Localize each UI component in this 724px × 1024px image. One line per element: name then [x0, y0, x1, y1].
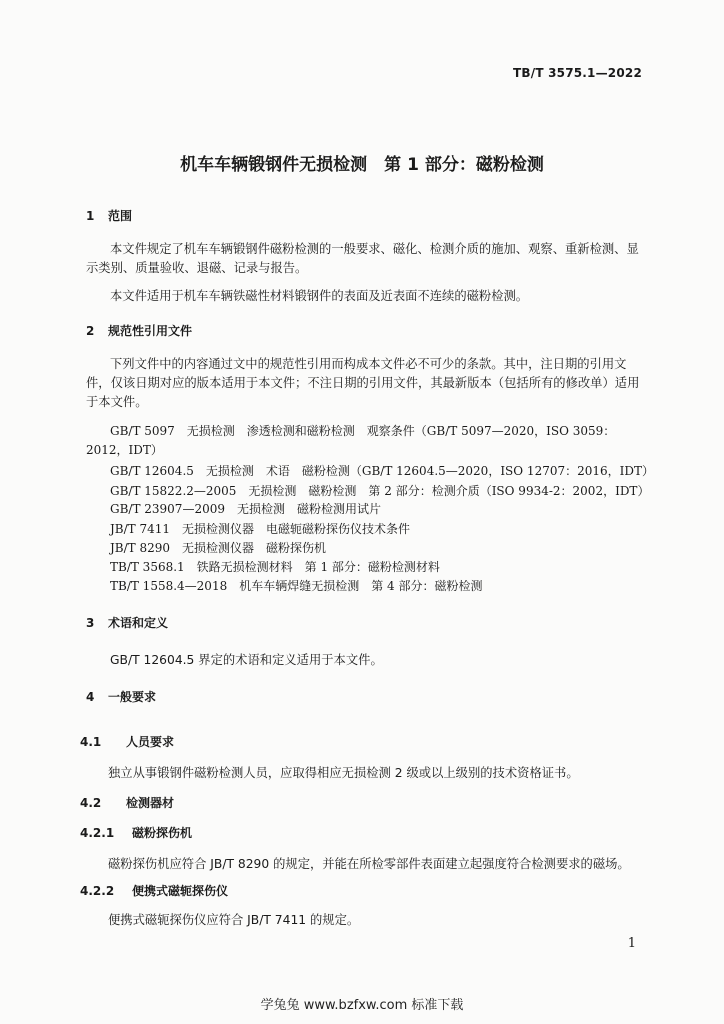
section-2-intro: 下列文件中的内容通过文中的规范性引用而构成本文件必不可少的条款。其中，注日期的引用文件，仅该日期对应的版本适用于本文件；不注日期的引用文件，其最新版本（包括所有的修改单）适用于本文件。 — [86, 357, 640, 409]
section-4-2-1-paragraph: 磁粉探伤机应符合 JB/T 8290 的规定，并能在所检零部件表面建立起强度符合检测要求的磁场。 — [108, 857, 630, 871]
section-4-2-2-heading — [80, 882, 228, 899]
section-number: 4.2 — [80, 796, 102, 810]
section-4-2-heading — [80, 794, 174, 811]
footer-watermark-text: 学兔兔 www.bzfxw.com 标准下载 — [260, 998, 464, 1013]
section-1-heading — [86, 207, 132, 224]
section-title: 磁粉探伤机 — [132, 826, 193, 840]
section-number: 4.1 — [80, 735, 102, 749]
section-2-heading — [86, 322, 192, 339]
section-4-1-heading — [80, 733, 174, 750]
section-number: 4 — [86, 690, 95, 704]
section-number: 4.2.1 — [80, 826, 115, 840]
reference-item: TB/T 1558.4—2018 机车车辆焊缝无损检测 第 4 部分：磁粉检测 — [110, 579, 483, 593]
section-title: 术语和定义 — [108, 616, 169, 630]
section-3-heading — [86, 614, 168, 631]
section-4-2-2-paragraph: 便携式磁轭探伤仪应符合 JB/T 7411 的规定。 — [108, 913, 360, 927]
standard-code: TB/T 3575.1—2022 — [513, 66, 642, 80]
section-title: 便携式磁轭探伤仪 — [132, 884, 229, 898]
section-title: 一般要求 — [108, 690, 157, 704]
section-1-paragraph-1: 本文件规定了机车车辆锻钢件磁粉检测的一般要求、磁化、检测介质的施加、观察、重新检测、显示类别、质量验收、退磁、记录与报告。 — [86, 242, 639, 275]
section-number: 3 — [86, 616, 95, 630]
reference-item: GB/T 5097 无损检测 渗透检测和磁粉检测 观察条件（GB/T 5097—2020，ISO 3059：2012，IDT） — [86, 424, 616, 457]
section-number: 1 — [86, 209, 95, 223]
reference-item: TB/T 3568.1 铁路无损检测材料 第 1 部分：磁粉检测材料 — [110, 560, 440, 574]
section-4-2-1-heading — [80, 824, 192, 841]
section-1-paragraph-2: 本文件适用于机车车辆铁磁性材料锻钢件的表面及近表面不连续的磁粉检测。 — [110, 289, 529, 303]
reference-item: JB/T 7411 无损检测仪器 电磁轭磁粉探伤仪技术条件 — [110, 522, 411, 536]
reference-item: GB/T 15822.2—2005 无损检测 磁粉检测 第 2 部分：检测介质（ISO 9934-2：2002，IDT） — [110, 484, 650, 498]
section-number: 2 — [86, 324, 95, 338]
reference-item: GB/T 12604.5 无损检测 术语 磁粉检测（GB/T 12604.5—2020，ISO 12707：2016，IDT） — [110, 464, 655, 478]
reference-item: JB/T 8290 无损检测仪器 磁粉探伤机 — [110, 541, 327, 555]
section-title: 检测器材 — [126, 796, 175, 810]
section-4-1-paragraph: 独立从事锻钢件磁粉检测人员，应取得相应无损检测 2 级或以上级别的技术资格证书。 — [108, 766, 579, 780]
section-3-paragraph: GB/T 12604.5 界定的术语和定义适用于本文件。 — [110, 653, 383, 667]
section-title: 人员要求 — [126, 735, 175, 749]
section-title: 范围 — [108, 209, 133, 223]
section-4-heading — [86, 688, 156, 705]
page-number: 1 — [627, 936, 636, 951]
reference-item: GB/T 23907—2009 无损检测 磁粉检测用试片 — [110, 502, 381, 516]
section-number: 4.2.2 — [80, 884, 115, 898]
document-title: 机车车辆锻钢件无损检测 第 1 部分：磁粉检测 — [180, 155, 544, 175]
section-title: 规范性引用文件 — [108, 324, 193, 338]
